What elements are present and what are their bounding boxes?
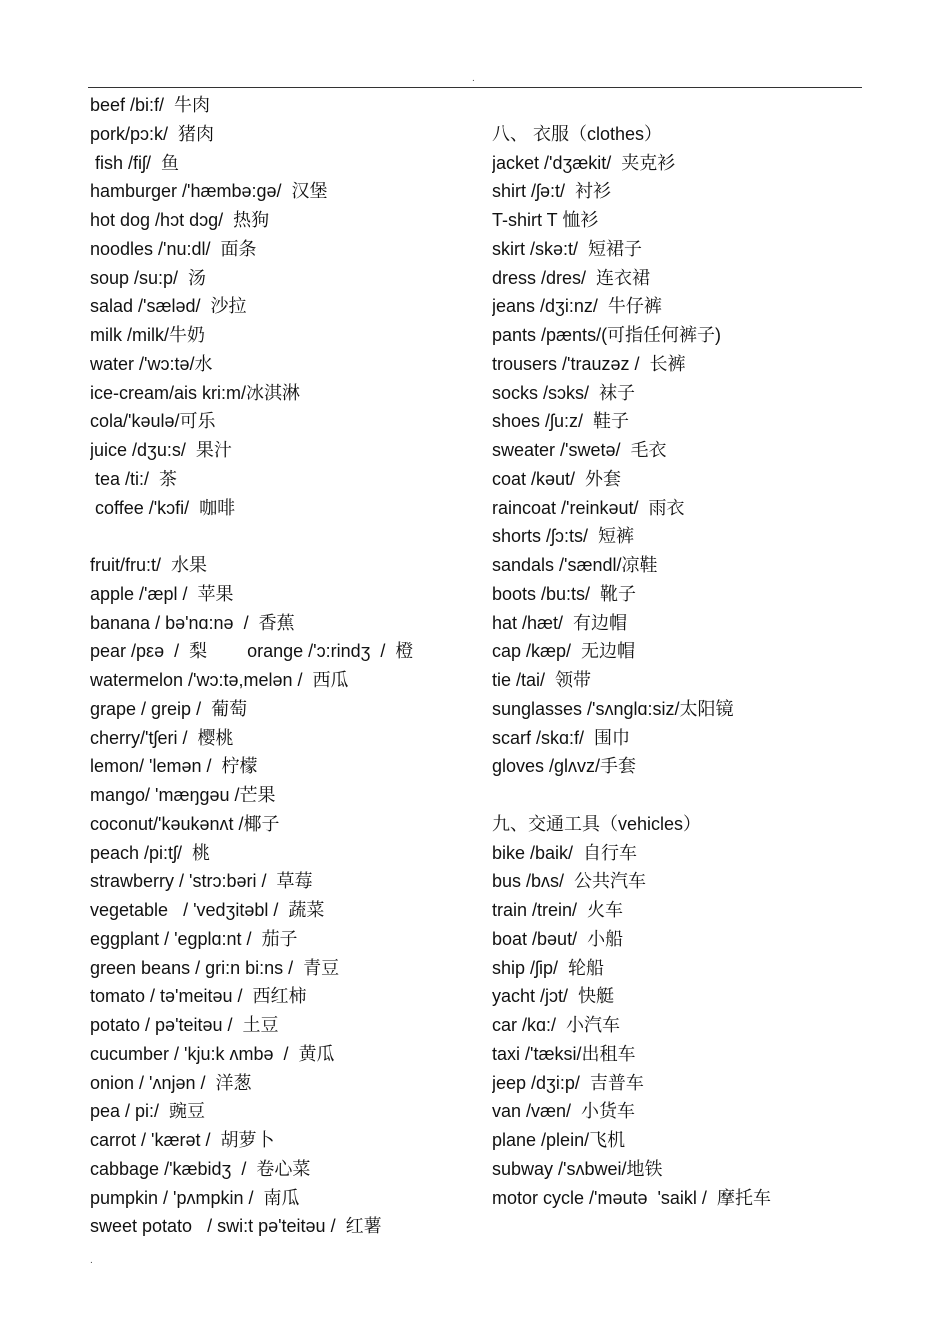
left-column-line-2: fish /fiʃ/ 鱼 (90, 152, 180, 173)
right-column-line-26: bike /baik/ 自行车 (492, 842, 638, 863)
right-vocabulary-column (492, 91, 872, 1212)
left-column-line-7: salad /'sæləd/ 沙拉 (90, 296, 247, 317)
left-column-line-35: pea / pi:/ 豌豆 (90, 1101, 206, 1122)
left-column-line-25: coconut/'kəukənʌt /椰子 (90, 813, 280, 834)
right-column-line-19: cap /kæp/ 无边帽 (492, 641, 636, 662)
header-rule (88, 87, 862, 88)
right-column-line-14: raincoat /'reinkəut/ 雨衣 (492, 497, 685, 518)
left-column-line-12: juice /dʒu:s/ 果汁 (90, 440, 232, 460)
right-column-line-24 (492, 781, 872, 810)
left-column-line-6: soup /su:p/ 汤 (90, 267, 207, 288)
left-column-line-4: hot dog /hɔt dɔg/ 热狗 (90, 210, 270, 230)
right-column-line-37: subway /'sʌbwei/地铁 (492, 1158, 663, 1179)
right-column-line-8: pants /pænts/(可指任何裤子) (492, 325, 722, 345)
left-column-line-16: fruit/fru:t/ 水果 (90, 555, 208, 575)
right-column-line-32: car /kɑ:/ 小汽车 (492, 1015, 621, 1035)
left-column-line-13: tea /ti:/ 茶 (90, 468, 178, 489)
left-column-line-3: hamburger /'hæmbə:gə/ 汉堡 (90, 181, 328, 202)
right-column-line-36: plane /plein/飞机 (492, 1130, 626, 1150)
right-column-line-5: skirt /skə:t/ 短裙子 (492, 238, 643, 259)
left-column-line-14: coffee /'kɔfi/ 咖啡 (90, 497, 236, 518)
left-column-line-27: strawberry / 'strɔ:bəri / 草莓 (90, 871, 313, 892)
left-column-line-37: cabbage /'kæbidʒ / 卷心菜 (90, 1158, 311, 1179)
right-column-line-29: boat /bəut/ 小船 (492, 928, 624, 949)
right-column-line-27: bus /bʌs/ 公共汽车 (492, 871, 647, 892)
left-column-line-5: noodles /'nu:dl/ 面条 (90, 238, 257, 259)
right-column-line-20: tie /tai/ 领带 (492, 670, 592, 690)
left-column-line-26: peach /pi:tʃ/ 桃 (90, 842, 211, 863)
left-column-line-38: pumpkin / 'pʌmpkin / 南瓜 (90, 1187, 300, 1208)
right-column-line-35: van /væn/ 小货车 (492, 1101, 636, 1122)
right-column-line-21: sunglasses /'sʌnglɑ:siz/太阳镜 (492, 698, 734, 719)
right-column-line-12: sweater /'swetə/ 毛衣 (492, 440, 667, 460)
right-column-line-0 (492, 91, 872, 120)
left-column-line-22: cherry/'tʃeri / 樱桃 (90, 727, 234, 748)
left-vocabulary-column (90, 91, 470, 1241)
left-column-line-1: pork/pɔ:k/ 猪肉 (90, 123, 215, 144)
right-column-line-28: train /trein/ 火车 (492, 900, 624, 920)
right-column-line-16: sandals /'sændl/凉鞋 (492, 555, 658, 575)
right-column-line-6: dress /dres/ 连衣裙 (492, 267, 651, 288)
left-column-line-29: eggplant / 'egplɑ:nt / 茄子 (90, 928, 298, 949)
right-column-line-1: 八、 衣服（clothes） (492, 123, 663, 144)
right-column-line-33: taxi /'tæksi/出租车 (492, 1043, 636, 1064)
left-column-line-9: water /'wɔ:tə/水 (90, 353, 213, 374)
left-column-line-24: mango/ 'mæŋgəu /芒果 (90, 785, 276, 805)
left-column-line-36: carrot / 'kærət / 胡萝卜 (90, 1130, 275, 1150)
right-column-line-34: jeep /dʒi:p/ 吉普车 (492, 1072, 644, 1093)
right-column-line-3: shirt /ʃə:t/ 衬衫 (492, 181, 612, 202)
right-column-line-18: hat /hæt/ 有边帽 (492, 612, 628, 633)
right-column-line-22: scarf /skɑ:f/ 围巾 (492, 727, 631, 748)
left-column-line-20: watermelon /'wɔ:tə,melən / 西瓜 (90, 670, 349, 690)
left-column-line-18: banana / bə'nɑ:nə / 香蕉 (90, 612, 295, 633)
right-column-line-9: trousers /'trauzəz / 长裤 (492, 353, 686, 374)
left-column-line-31: tomato / tə'meitəu / 西红柿 (90, 986, 307, 1007)
left-column-line-10: ice-cream/ais kri:m/冰淇淋 (90, 382, 301, 403)
footer-mark: . (90, 1255, 93, 1266)
left-column-line-17: apple /'æpl / 苹果 (90, 583, 234, 604)
right-column-line-2: jacket /'dʒækit/ 夹克衫 (492, 152, 676, 173)
left-column-line-32: potato / pə'teitəu / 土豆 (90, 1015, 279, 1035)
right-column-line-15: shorts /ʃɔ:ts/ 短裤 (492, 526, 635, 547)
right-column-line-25: 九、交通工具（vehicles） (492, 813, 702, 834)
right-column-line-13: coat /kəut/ 外套 (492, 468, 622, 489)
right-column-line-38: motor cycle /'məutə 'saikl / 摩托车 (492, 1187, 771, 1208)
right-column-line-11: shoes /ʃu:z/ 鞋子 (492, 411, 630, 432)
left-column-line-19: pear /pεə / 梨 orange /'ɔ:rindʒ / 橙 (90, 641, 414, 662)
left-column-line-21: grape / greip / 葡萄 (90, 698, 248, 719)
left-column-line-11: cola/'kəulə/可乐 (90, 411, 216, 432)
left-column-line-15 (90, 522, 470, 551)
left-column-line-8: milk /milk/牛奶 (90, 325, 205, 345)
right-column-line-17: boots /bu:ts/ 靴子 (492, 583, 637, 604)
left-column-line-34: onion / 'ʌnjən / 洋葱 (90, 1072, 252, 1093)
left-column-line-23: lemon/ 'lemən / 柠檬 (90, 756, 258, 777)
right-column-line-7: jeans /dʒi:nz/ 牛仔裤 (492, 296, 662, 317)
header-mark: . (472, 73, 475, 84)
left-column-line-33: cucumber / 'kju:k ʌmbə / 黄瓜 (90, 1043, 335, 1064)
right-column-line-23: gloves /glʌvz/手套 (492, 756, 637, 777)
right-column-line-4: T-shirt T 恤衫 (492, 210, 599, 230)
right-column-line-10: socks /sɔks/ 袜子 (492, 382, 636, 403)
left-column-line-28: vegetable / 'vedʒitəbl / 蔬菜 (90, 900, 325, 920)
left-column-line-0: beef /bi:f/ 牛肉 (90, 95, 211, 115)
right-column-line-31: yacht /jɔt/ 快艇 (492, 986, 615, 1007)
left-column-line-39: sweet potato / swi:t pə'teitəu / 红薯 (90, 1216, 382, 1237)
left-column-line-30: green beans / gri:n bi:ns / 青豆 (90, 957, 340, 978)
right-column-line-30: ship /ʃip/ 轮船 (492, 957, 605, 978)
